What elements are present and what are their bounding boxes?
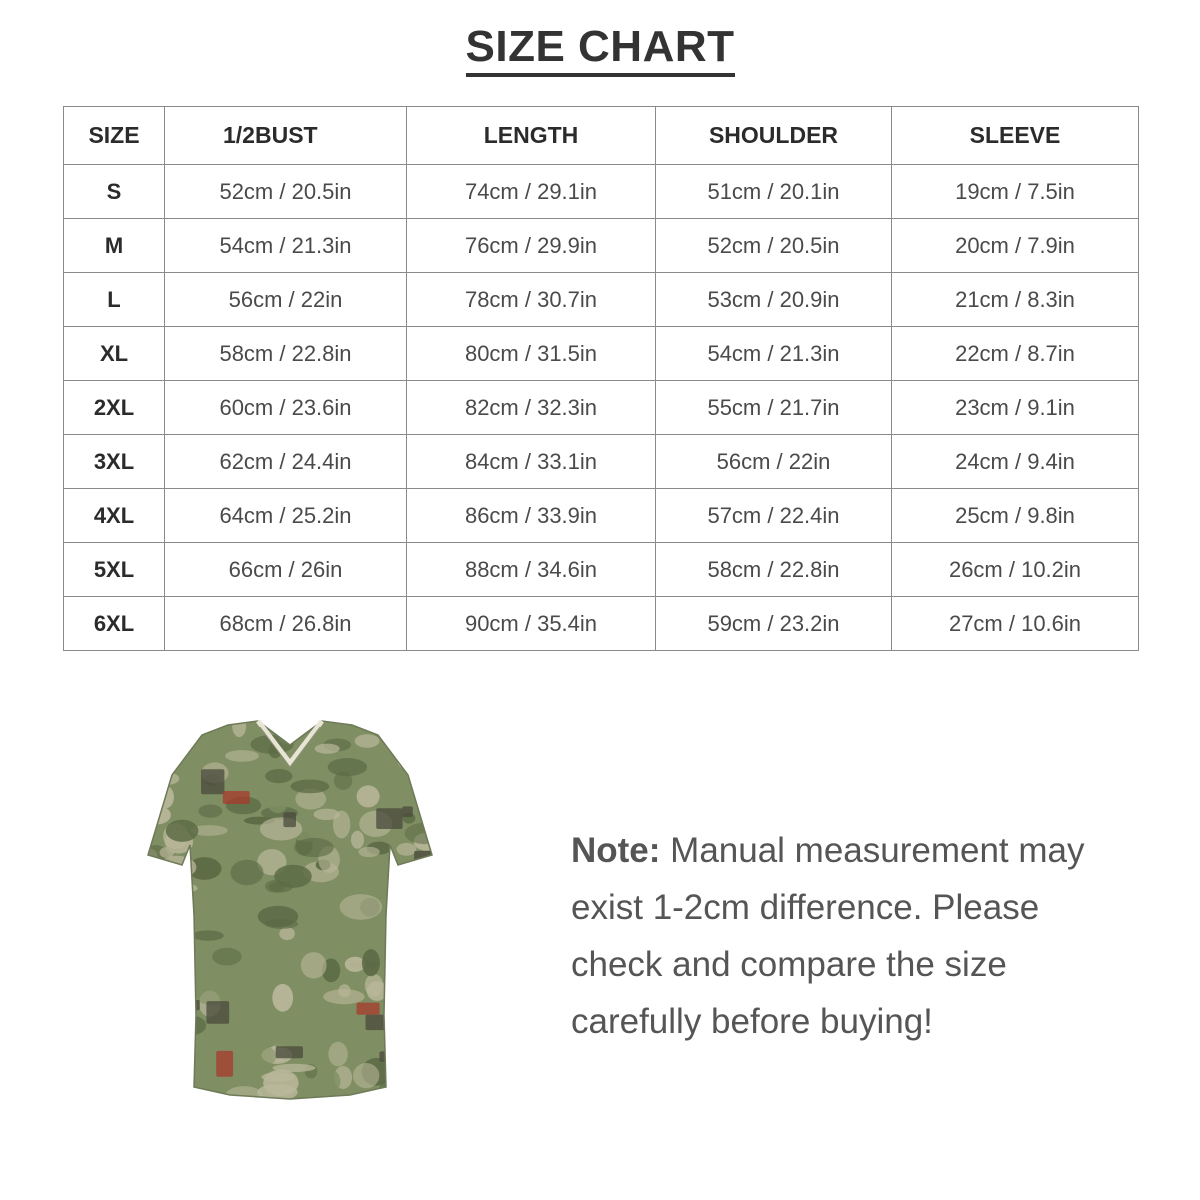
cell-length: 88cm / 34.6in: [407, 543, 656, 597]
cell-half-bust: 52cm / 20.5in: [165, 165, 407, 219]
cell-length: 76cm / 29.9in: [407, 219, 656, 273]
cell-size: 5XL: [64, 543, 165, 597]
table-row: [64, 327, 1139, 381]
cell-shoulder: 59cm / 23.2in: [656, 597, 892, 651]
cell-sleeve: 23cm / 9.1in: [892, 381, 1139, 435]
cell-sleeve: 26cm / 10.2in: [892, 543, 1139, 597]
page-title-text: SIZE CHART: [466, 22, 735, 77]
header-shoulder: SHOULDER: [656, 107, 892, 165]
cell-length: 80cm / 31.5in: [407, 327, 656, 381]
table-row: [64, 543, 1139, 597]
note-body: Manual measurement may exist 1-2cm difference. Please check and compare the size carefully before buying!: [571, 831, 1085, 1041]
table-row: [64, 165, 1139, 219]
page-title: [0, 22, 1200, 72]
header-sleeve: SLEEVE: [892, 107, 1139, 165]
cell-length: 78cm / 30.7in: [407, 273, 656, 327]
cell-sleeve: 27cm / 10.6in: [892, 597, 1139, 651]
cell-size: S: [64, 165, 165, 219]
table-row: [64, 597, 1139, 651]
table-row: [64, 435, 1139, 489]
cell-size: XL: [64, 327, 165, 381]
size-chart-table: [63, 106, 1139, 651]
cell-length: 86cm / 33.9in: [407, 489, 656, 543]
cell-size: 3XL: [64, 435, 165, 489]
note-label: Note:: [571, 831, 661, 870]
cell-shoulder: 55cm / 21.7in: [656, 381, 892, 435]
cell-sleeve: 24cm / 9.4in: [892, 435, 1139, 489]
cell-half-bust: 64cm / 25.2in: [165, 489, 407, 543]
header-length: LENGTH: [407, 107, 656, 165]
cell-half-bust: 66cm / 26in: [165, 543, 407, 597]
camouflage-polo-shirt-icon: [140, 715, 440, 1105]
table-row: [64, 219, 1139, 273]
cell-shoulder: 58cm / 22.8in: [656, 543, 892, 597]
note-text-block: [571, 822, 1131, 1050]
table-row: [64, 489, 1139, 543]
cell-half-bust: 56cm / 22in: [165, 273, 407, 327]
cell-half-bust: 54cm / 21.3in: [165, 219, 407, 273]
header-half-bust: 1/2BUST: [165, 107, 407, 165]
product-image: [140, 715, 440, 1105]
cell-sleeve: 19cm / 7.5in: [892, 165, 1139, 219]
cell-length: 84cm / 33.1in: [407, 435, 656, 489]
cell-half-bust: 60cm / 23.6in: [165, 381, 407, 435]
cell-shoulder: 56cm / 22in: [656, 435, 892, 489]
header-size: SIZE: [64, 107, 165, 165]
cell-length: 90cm / 35.4in: [407, 597, 656, 651]
cell-sleeve: 25cm / 9.8in: [892, 489, 1139, 543]
cell-sleeve: 21cm / 8.3in: [892, 273, 1139, 327]
cell-shoulder: 57cm / 22.4in: [656, 489, 892, 543]
cell-length: 82cm / 32.3in: [407, 381, 656, 435]
cell-length: 74cm / 29.1in: [407, 165, 656, 219]
cell-shoulder: 53cm / 20.9in: [656, 273, 892, 327]
cell-size: 6XL: [64, 597, 165, 651]
cell-shoulder: 52cm / 20.5in: [656, 219, 892, 273]
cell-sleeve: 20cm / 7.9in: [892, 219, 1139, 273]
table-row: [64, 381, 1139, 435]
table-row: [64, 273, 1139, 327]
cell-size: M: [64, 219, 165, 273]
cell-half-bust: 58cm / 22.8in: [165, 327, 407, 381]
cell-size: 4XL: [64, 489, 165, 543]
cell-half-bust: 62cm / 24.4in: [165, 435, 407, 489]
table-header-row: [64, 107, 1139, 165]
table-body: [64, 165, 1139, 651]
cell-size: L: [64, 273, 165, 327]
cell-shoulder: 51cm / 20.1in: [656, 165, 892, 219]
cell-shoulder: 54cm / 21.3in: [656, 327, 892, 381]
cell-half-bust: 68cm / 26.8in: [165, 597, 407, 651]
cell-sleeve: 22cm / 8.7in: [892, 327, 1139, 381]
cell-size: 2XL: [64, 381, 165, 435]
